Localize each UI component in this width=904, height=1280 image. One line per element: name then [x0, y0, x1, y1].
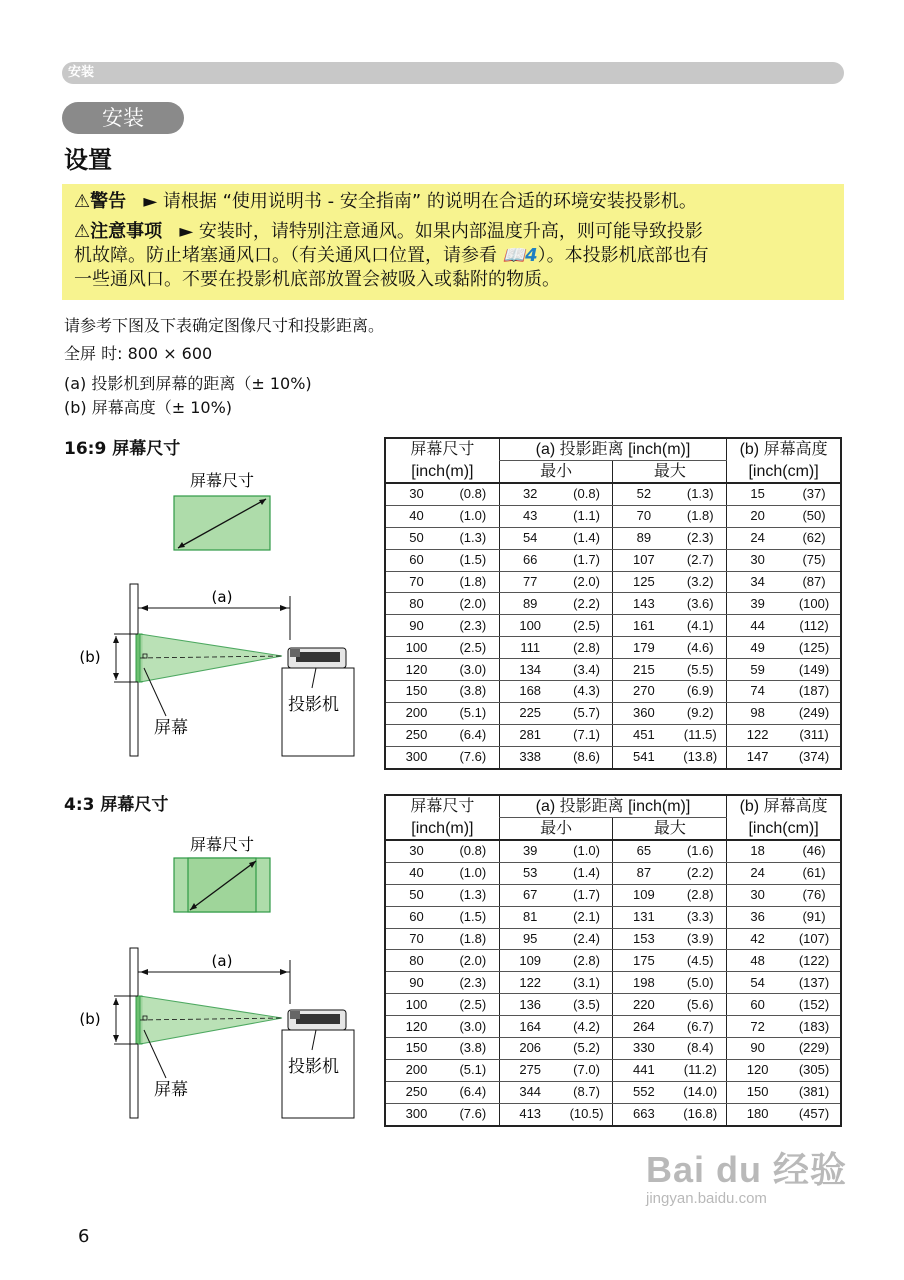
table-row	[385, 681, 841, 703]
table-cell: 81	[499, 906, 560, 928]
table-cell: (8.7)	[561, 1081, 613, 1103]
table-header-distance: (a) 投影距离 [inch(m)]	[499, 795, 726, 818]
table-cell: 120	[727, 1059, 788, 1081]
table-cell: 143	[613, 593, 674, 615]
table-header-min: 最小	[499, 461, 613, 484]
table-cell: 39	[499, 840, 560, 862]
table-cell: 300	[385, 746, 447, 768]
table-cell: 90	[385, 972, 447, 994]
table-cell: 32	[499, 483, 560, 505]
table-cell: 67	[499, 884, 560, 906]
table-cell: 30	[727, 549, 788, 571]
table-cell: (137)	[788, 972, 841, 994]
caution-arrow-icon: ►	[179, 221, 194, 242]
page-number: 6	[78, 1226, 90, 1247]
caution-line-2	[74, 244, 709, 268]
table-cell: 131	[613, 906, 674, 928]
height-b-label: (b)	[79, 648, 101, 666]
table-cell: (311)	[788, 724, 841, 746]
table-cell: 95	[499, 928, 560, 950]
table-cell: 52	[613, 483, 674, 505]
table-cell: (37)	[788, 483, 841, 505]
table-cell: (107)	[788, 928, 841, 950]
table-cell: 53	[499, 862, 560, 884]
warning-text: 请根据 “使用说明书 - 安全指南” 的说明在合适的环境安装投影机。	[162, 191, 697, 212]
table-cell: (4.2)	[561, 1016, 613, 1038]
table-row	[385, 702, 841, 724]
table-cell: 164	[499, 1016, 560, 1038]
table-cell: (1.8)	[674, 505, 726, 527]
table-cell: (2.5)	[561, 615, 613, 637]
projection-beam	[140, 634, 282, 682]
table-row	[385, 483, 841, 505]
table-cell: (100)	[788, 593, 841, 615]
table-cell: 77	[499, 571, 560, 593]
intro-line-2: 全屏 时: 800 × 600	[64, 344, 213, 363]
table-cell: 50	[385, 527, 447, 549]
distance-a-label: (a)	[211, 588, 233, 606]
table-cell: 70	[385, 928, 447, 950]
intro-line-3: (a) 投影机到屏幕的距离（± 10%)	[64, 374, 312, 393]
table-cell: 250	[385, 1081, 447, 1103]
table-cell: 220	[613, 994, 674, 1016]
table-cell: (5.1)	[447, 1059, 499, 1081]
table-cell: 134	[499, 659, 560, 681]
table-cell: 122	[727, 724, 788, 746]
table-cell: (7.0)	[561, 1059, 613, 1081]
table-cell: 50	[385, 884, 447, 906]
table-cell: (3.2)	[674, 571, 726, 593]
table-cell: 413	[499, 1103, 560, 1125]
table-cell: (0.8)	[447, 840, 499, 862]
table-cell: (11.2)	[674, 1059, 726, 1081]
table-cell: (46)	[788, 840, 841, 862]
table-cell: 80	[385, 950, 447, 972]
table-row	[385, 840, 841, 862]
table-cell: (3.1)	[561, 972, 613, 994]
table-cell: (125)	[788, 637, 841, 659]
table-cell: 264	[613, 1016, 674, 1038]
table-cell: 161	[613, 615, 674, 637]
table-cell: 100	[385, 637, 447, 659]
table-header-screen-unit: [inch(m)]	[385, 818, 499, 841]
table-cell: (87)	[788, 571, 841, 593]
table-cell: 98	[727, 702, 788, 724]
table-cell: 150	[385, 1038, 447, 1060]
table-cell: 215	[613, 659, 674, 681]
table-cell: (4.6)	[674, 637, 726, 659]
table-cell: 24	[727, 527, 788, 549]
table-cell: (3.9)	[674, 928, 726, 950]
table-cell: (2.5)	[447, 994, 499, 1016]
table-cell: (187)	[788, 681, 841, 703]
table-cell: (1.0)	[447, 505, 499, 527]
table-header-height: (b) 屏幕高度	[727, 795, 841, 818]
table-cell: 80	[385, 593, 447, 615]
projector-label: 投影机	[288, 1057, 339, 1077]
table-cell: 179	[613, 637, 674, 659]
caution-text-2a: 机故障。防止堵塞通风口。（有关通风口位置，请参看	[74, 245, 503, 266]
table-cell: (2.5)	[447, 637, 499, 659]
table-header-max: 最大	[613, 461, 727, 484]
table-cell: (2.3)	[674, 527, 726, 549]
table-cell: (6.4)	[447, 724, 499, 746]
table-cell: 206	[499, 1038, 560, 1060]
table-cell: (0.8)	[561, 483, 613, 505]
table-cell: (2.1)	[561, 906, 613, 928]
table-cell: (50)	[788, 505, 841, 527]
intro-line-4: (b) 屏幕高度（± 10%)	[64, 398, 233, 417]
table-header-distance: (a) 投影距离 [inch(m)]	[499, 438, 726, 461]
table-cell: (5.1)	[447, 702, 499, 724]
table-cell: (249)	[788, 702, 841, 724]
table-row	[385, 1038, 841, 1060]
table-cell: (62)	[788, 527, 841, 549]
table-cell: 36	[727, 906, 788, 928]
table-row	[385, 906, 841, 928]
table-cell: (0.8)	[447, 483, 499, 505]
table-cell: (374)	[788, 746, 841, 768]
table-cell: 15	[727, 483, 788, 505]
table-cell: 90	[385, 615, 447, 637]
table-row	[385, 1059, 841, 1081]
table-row	[385, 746, 841, 768]
table-cell: (1.3)	[447, 527, 499, 549]
screen-label: 屏幕	[154, 718, 188, 738]
table-row	[385, 1016, 841, 1038]
warning-label: ⚠警告	[74, 191, 127, 212]
table-cell: 100	[385, 994, 447, 1016]
table-cell: 180	[727, 1103, 788, 1125]
table-cell: 150	[385, 681, 447, 703]
caution-line-3	[74, 268, 560, 292]
table-cell: (3.5)	[561, 994, 613, 1016]
table-row	[385, 972, 841, 994]
screen-label: 屏幕	[154, 1080, 188, 1100]
table-cell: 281	[499, 724, 560, 746]
table-cell: 65	[613, 840, 674, 862]
height-b-label: (b)	[79, 1010, 101, 1028]
table-cell: (1.4)	[561, 527, 613, 549]
watermark-url: jingyan.baidu.com	[646, 1190, 767, 1207]
table-cell: (5.2)	[561, 1038, 613, 1060]
section-title-4-3: 4:3 屏幕尺寸	[64, 795, 169, 815]
table-cell: 200	[385, 702, 447, 724]
table-cell: (9.2)	[674, 702, 726, 724]
table-header-height-unit: [inch(cm)]	[727, 461, 841, 484]
table-cell: 60	[727, 994, 788, 1016]
table-cell: (2.2)	[561, 593, 613, 615]
table-cell: (11.5)	[674, 724, 726, 746]
manual-reference-link[interactable]: 📖4	[502, 245, 538, 266]
table-cell: 54	[499, 527, 560, 549]
table-header-max: 最大	[613, 818, 727, 841]
table-row	[385, 884, 841, 906]
table-cell: 18	[727, 840, 788, 862]
table-cell: 60	[385, 906, 447, 928]
table-cell: 338	[499, 746, 560, 768]
table-cell: (1.1)	[561, 505, 613, 527]
table-cell: (1.7)	[561, 884, 613, 906]
table-header-height: (b) 屏幕高度	[727, 438, 841, 461]
table-row	[385, 724, 841, 746]
table-cell: 70	[385, 571, 447, 593]
table-row	[385, 862, 841, 884]
section-pill: 安装	[62, 102, 184, 134]
warning-arrow-icon: ►	[143, 191, 158, 212]
screen-size-label: 屏幕尺寸	[189, 471, 255, 490]
header-bar	[62, 62, 844, 84]
table-cell: (152)	[788, 994, 841, 1016]
table-row	[385, 571, 841, 593]
table-cell: 72	[727, 1016, 788, 1038]
table-cell: (5.5)	[674, 659, 726, 681]
table-cell: (5.6)	[674, 994, 726, 1016]
table-cell: 200	[385, 1059, 447, 1081]
table-cell: 74	[727, 681, 788, 703]
table-row	[385, 994, 841, 1016]
table-cell: (16.8)	[674, 1103, 726, 1125]
table-cell: (229)	[788, 1038, 841, 1060]
caution-line-1	[74, 220, 703, 244]
table-cell: (3.0)	[447, 1016, 499, 1038]
table-cell: (76)	[788, 884, 841, 906]
table-cell: (3.6)	[674, 593, 726, 615]
caution-text-3: 一些通风口。不要在投影机底部放置会被吸入或黏附的物质。	[74, 269, 560, 290]
table-cell: (5.7)	[561, 702, 613, 724]
table-cell: (3.3)	[674, 906, 726, 928]
table-cell: 30	[727, 884, 788, 906]
table-cell: 90	[727, 1038, 788, 1060]
table-cell: (1.6)	[674, 840, 726, 862]
header-section-label: 安装	[68, 65, 95, 80]
table-row	[385, 615, 841, 637]
table-row	[385, 928, 841, 950]
table-cell: (6.4)	[447, 1081, 499, 1103]
projection-table-16-9	[384, 437, 842, 770]
table-cell: 344	[499, 1081, 560, 1103]
table-row	[385, 1103, 841, 1125]
table-cell: (91)	[788, 906, 841, 928]
table-cell: (305)	[788, 1059, 841, 1081]
baidu-watermark	[646, 1150, 847, 1208]
table-cell: 136	[499, 994, 560, 1016]
table-cell: (8.4)	[674, 1038, 726, 1060]
table-cell: 125	[613, 571, 674, 593]
projection-diagram-16-9	[60, 462, 370, 762]
table-cell: 441	[613, 1059, 674, 1081]
table-cell: (1.0)	[561, 840, 613, 862]
table-cell: 30	[385, 840, 447, 862]
page-title: 设置	[64, 146, 112, 174]
table-cell: 87	[613, 862, 674, 884]
table-cell: (3.4)	[561, 659, 613, 681]
projection-beam	[140, 996, 282, 1044]
table-cell: (1.0)	[447, 862, 499, 884]
table-cell: 39	[727, 593, 788, 615]
table-cell: 44	[727, 615, 788, 637]
table-cell: 59	[727, 659, 788, 681]
table-cell: 360	[613, 702, 674, 724]
table-cell: (1.7)	[561, 549, 613, 571]
table-cell: (10.5)	[561, 1103, 613, 1125]
table-cell: 66	[499, 549, 560, 571]
table-cell: (7.6)	[447, 746, 499, 768]
table-cell: 270	[613, 681, 674, 703]
caution-text-1: 安装时，请特别注意通风。如果内部温度升高，则可能导致投影	[198, 221, 703, 242]
table-header-screen-size: 屏幕尺寸	[410, 441, 475, 459]
table-cell: 225	[499, 702, 560, 724]
table-cell: (1.5)	[447, 906, 499, 928]
table-cell: (7.1)	[561, 724, 613, 746]
table-cell: 54	[727, 972, 788, 994]
table-header-height-unit: [inch(cm)]	[727, 818, 841, 841]
table-cell: (5.0)	[674, 972, 726, 994]
table-row	[385, 950, 841, 972]
table-cell: (2.8)	[561, 950, 613, 972]
table-cell: 120	[385, 1016, 447, 1038]
table-cell: (2.8)	[561, 637, 613, 659]
table-cell: (2.0)	[447, 950, 499, 972]
table-row	[385, 659, 841, 681]
table-cell: 153	[613, 928, 674, 950]
table-cell: 20	[727, 505, 788, 527]
table-row	[385, 527, 841, 549]
table-cell: 24	[727, 862, 788, 884]
caution-label: ⚠注意事项	[74, 221, 163, 242]
table-cell: 552	[613, 1081, 674, 1103]
table-cell: 330	[613, 1038, 674, 1060]
table-header-screen-size: 屏幕尺寸	[410, 798, 475, 816]
table-cell: 89	[613, 527, 674, 549]
watermark-logo: Bai du 经验	[646, 1149, 848, 1190]
warning-box	[62, 184, 844, 300]
table-cell: (7.6)	[447, 1103, 499, 1125]
table-cell: 300	[385, 1103, 447, 1125]
table-cell: (14.0)	[674, 1081, 726, 1103]
table-row	[385, 637, 841, 659]
table-cell: (4.5)	[674, 950, 726, 972]
table-cell: 42	[727, 928, 788, 950]
table-cell: 49	[727, 637, 788, 659]
table-cell: (1.3)	[447, 884, 499, 906]
table-cell: (2.3)	[447, 615, 499, 637]
table-cell: 175	[613, 950, 674, 972]
table-cell: 198	[613, 972, 674, 994]
table-cell: (2.2)	[674, 862, 726, 884]
warning-line	[74, 190, 697, 214]
table-cell: (3.0)	[447, 659, 499, 681]
table-cell: 40	[385, 505, 447, 527]
table-cell: (112)	[788, 615, 841, 637]
table-cell: 275	[499, 1059, 560, 1081]
table-cell: 120	[385, 659, 447, 681]
table-cell: (1.8)	[447, 571, 499, 593]
table-cell: 109	[499, 950, 560, 972]
table-row	[385, 505, 841, 527]
table-cell: 48	[727, 950, 788, 972]
table-cell: (149)	[788, 659, 841, 681]
caution-text-2b: ）。本投影机底部也有	[537, 245, 709, 266]
table-cell: (381)	[788, 1081, 841, 1103]
table-row	[385, 549, 841, 571]
table-cell: 43	[499, 505, 560, 527]
table-cell: 150	[727, 1081, 788, 1103]
table-header-min: 最小	[499, 818, 613, 841]
table-cell: 89	[499, 593, 560, 615]
table-cell: (122)	[788, 950, 841, 972]
table-cell: 107	[613, 549, 674, 571]
section-title-16-9: 16:9 屏幕尺寸	[64, 439, 181, 459]
projection-table-4-3	[384, 794, 842, 1127]
table-cell: 663	[613, 1103, 674, 1125]
table-cell: (2.0)	[447, 593, 499, 615]
table-cell: (183)	[788, 1016, 841, 1038]
table-cell: (1.8)	[447, 928, 499, 950]
table-cell: 147	[727, 746, 788, 768]
table-cell: (4.3)	[561, 681, 613, 703]
table-cell: 250	[385, 724, 447, 746]
table-cell: (3.8)	[447, 1038, 499, 1060]
table-cell: 40	[385, 862, 447, 884]
table-cell: (4.1)	[674, 615, 726, 637]
table-cell: 168	[499, 681, 560, 703]
table-cell: 451	[613, 724, 674, 746]
table-cell: (8.6)	[561, 746, 613, 768]
projector-label: 投影机	[288, 695, 339, 715]
table-header-screen-unit: [inch(m)]	[385, 461, 499, 484]
table-cell: (75)	[788, 549, 841, 571]
table-row	[385, 1081, 841, 1103]
table-cell: 122	[499, 972, 560, 994]
table-cell: (2.7)	[674, 549, 726, 571]
table-cell: (2.3)	[447, 972, 499, 994]
table-cell: (3.8)	[447, 681, 499, 703]
table-cell: 541	[613, 746, 674, 768]
table-cell: 111	[499, 637, 560, 659]
table-cell: (2.8)	[674, 884, 726, 906]
table-cell: 109	[613, 884, 674, 906]
table-cell: 60	[385, 549, 447, 571]
table-cell: 100	[499, 615, 560, 637]
screen-size-label: 屏幕尺寸	[189, 835, 255, 854]
intro-line-1: 请参考下图及下表确定图像尺寸和投影距离。	[64, 316, 385, 335]
table-cell: (1.4)	[561, 862, 613, 884]
table-cell: (6.9)	[674, 681, 726, 703]
table-cell: 34	[727, 571, 788, 593]
table-row	[385, 593, 841, 615]
table-cell: (457)	[788, 1103, 841, 1125]
table-cell: (1.5)	[447, 549, 499, 571]
projection-diagram-4-3	[60, 826, 370, 1126]
table-cell: (2.4)	[561, 928, 613, 950]
table-cell: 30	[385, 483, 447, 505]
table-cell: 70	[613, 505, 674, 527]
table-cell: (61)	[788, 862, 841, 884]
table-cell: (2.0)	[561, 571, 613, 593]
table-cell: (6.7)	[674, 1016, 726, 1038]
table-cell: (13.8)	[674, 746, 726, 768]
distance-a-label: (a)	[211, 952, 233, 970]
table-cell: (1.3)	[674, 483, 726, 505]
